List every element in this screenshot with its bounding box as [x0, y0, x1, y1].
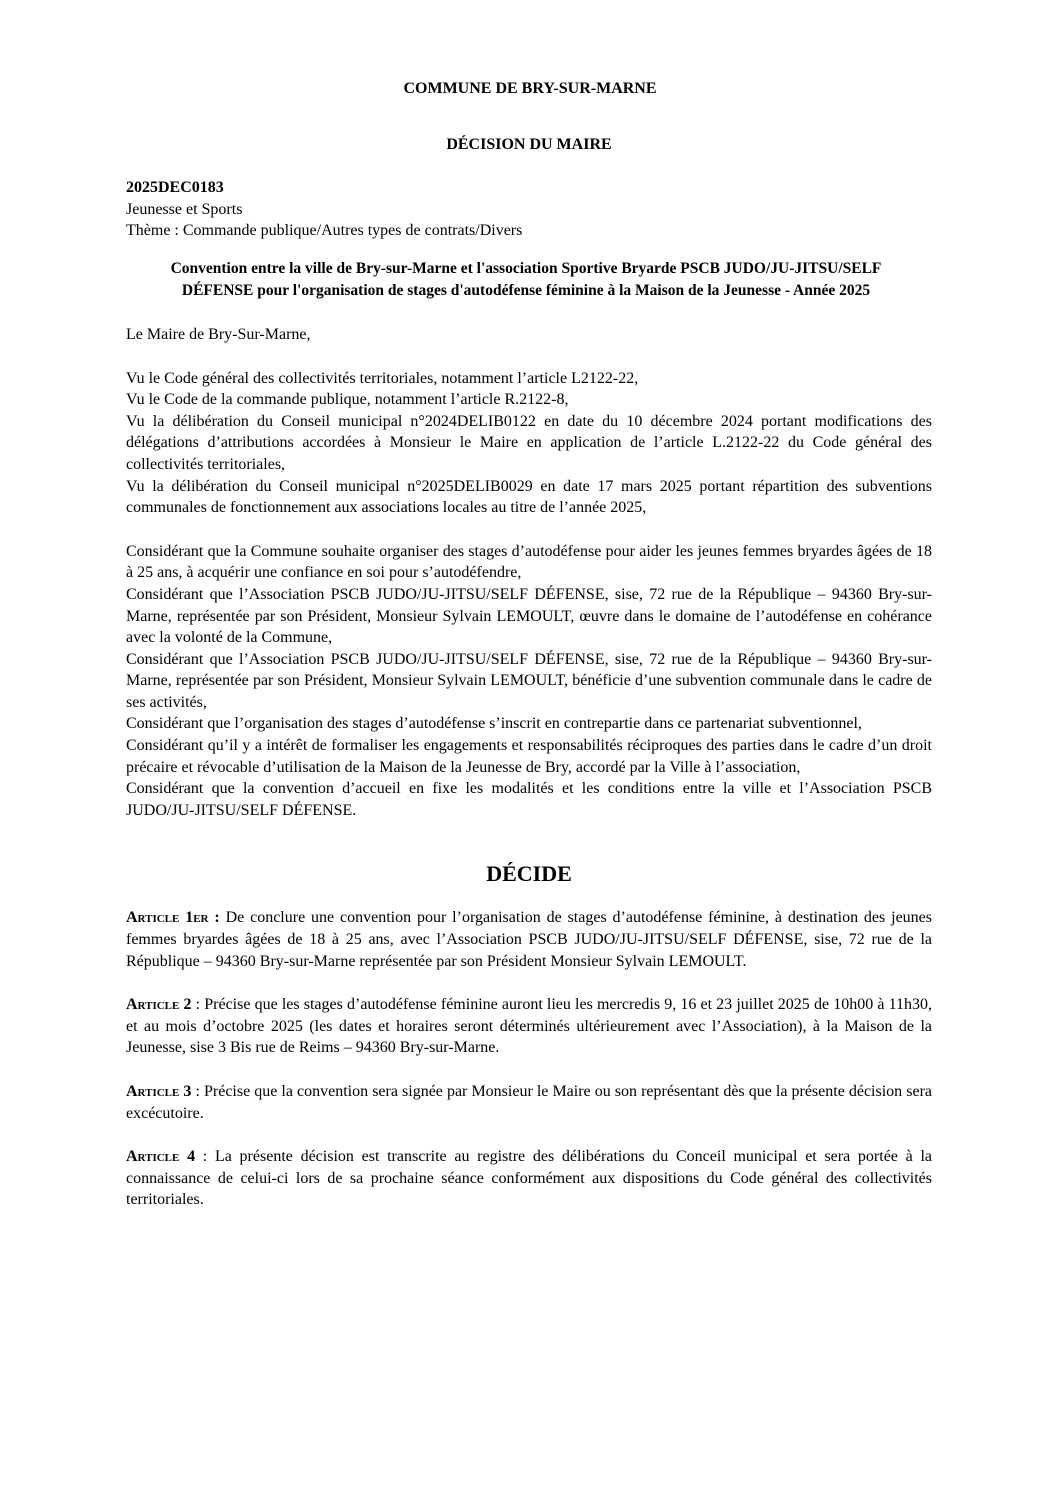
article-text: : Précise que la convention sera signée par Monsieur le Maire ou son représentant dès que la présente décision sera excécutoire. [126, 1083, 932, 1122]
considerant-item: Considérant que l’Association PSCB JUDO/JU-JITSU/SELF DÉFENSE, sise, 72 rue de la République – 94360 Bry-sur-Marne, représentée par son Président, Monsieur Sylvain LEMOULT, œuvre dans le domaine de l’autodéfense en cohérance avec la volonté de la Commune, [126, 585, 932, 647]
article-4 [126, 1146, 932, 1211]
article-3 [126, 1081, 932, 1124]
theme-line: Thème : Commande publique/Autres types de contrats/Divers [126, 222, 523, 240]
considerant-item: Considérant que la convention d’accueil en fixe les modalités et les conditions entre la ville et l’Association PSCB JUDO/JU-JITSU/SELF DÉFENSE. [126, 780, 932, 819]
article-label: Article 3 [126, 1083, 192, 1100]
considerant-item: Considérant qu’il y a intérêt de formaliser les engagements et responsabilités réciproques des parties dans le cadre d’un droit précaire et révocable d’utilisation de la Maison de la Jeunesse de Bry, accordé par la Ville à l’association, [126, 737, 932, 776]
considerant-item: Considérant que la Commune souhaite organiser des stages d’autodéfense pour aider les jeunes femmes bryardes âgées de 18 à 25 ans, à acquérir une confiance en soi pour s’autodéfendre, [126, 542, 932, 582]
greeting: Le Maire de Bry-Sur-Marne, [126, 325, 311, 343]
service-name: Jeunesse et Sports [126, 200, 243, 218]
article-label: Article 4 [126, 1148, 196, 1166]
vu-section [126, 368, 932, 519]
article-text: : Précise que les stages d’autodéfense féminine auront lieu les mercredis 9, 16 et 23 juillet 2025 de 10h00 à 11h30, et au mois d’octobre 2025 (les dates et horaires seront déterminés ultérieurement avec l’Association), à la Maison de la Jeunesse, sise 3 Bis rue de Reims – 94360 Bry-sur-Marne. [126, 996, 932, 1057]
decision-number: 2025DEC0183 [126, 179, 224, 197]
article-2 [126, 994, 932, 1059]
vu-item: Vu le Code général des collectivités territoriales, notamment l’article L2122-22, [126, 369, 639, 387]
vu-item: Vu le Code de la commande publique, notamment l’article R.2122-8, [126, 391, 569, 409]
commune-title: COMMUNE DE BRY-SUR-MARNE [403, 80, 657, 97]
document-content [126, 78, 932, 1211]
decision-subject: Convention entre la ville de Bry-sur-Marne et l'association Sportive Bryarde PSCB JUDO/JU-JITSU/SELF DÉFENSE pour l'organisation de stages d'autodéfense féminine à la Maison de la Jeunesse - Année 2025 [170, 259, 882, 299]
vu-item: Vu la délibération du Conseil municipal n°2025DELIB0029 en date 17 mars 2025 portant répartition des subventions communales de fonctionnement aux associations locales au titre de l’année 2025, [126, 477, 932, 517]
article-label: Article 2 [126, 996, 192, 1014]
vu-item: Vu la délibération du Conseil municipal n°2024DELIB0122 en date du 10 décembre 2024 portant modifications des délégations d’attributions accordées à Monsieur le Maire en application de l’article L.2122-22 du Code général des collectivités territoriales, [126, 412, 932, 473]
reference-block [126, 177, 932, 242]
considerant-item: Considérant que l’Association PSCB JUDO/JU-JITSU/SELF DÉFENSE, sise, 72 rue de la République – 94360 Bry-sur-Marne, représentée par son Président, Monsieur Sylvain LEMOULT, bénéficie d’une subvention communale dans le cadre de ses activités, [126, 650, 932, 711]
article-label: Article 1er : [126, 909, 220, 927]
decide-heading: DÉCIDE [486, 861, 572, 887]
considerant-item: Considérant que l’organisation des stages d’autodéfense s’inscrit en contrepartie dans ce partenariat subventionnel, [126, 715, 862, 733]
article-1 [126, 907, 932, 972]
article-text: : La présente décision est transcrite au registre des délibérations du Conceil municipal et sera portée à la connaissance de celui-ci lors de sa prochaine séance conformément aux dispositions du Code général des collectivités territoriales. [126, 1148, 932, 1209]
articles-section [126, 907, 932, 1211]
decision-title: DÉCISION DU MAIRE [446, 135, 612, 153]
article-text: De conclure une convention pour l’organisation de stages d’autodéfense féminine, à destination des jeunes femmes bryardes âgées de 18 à 25 ans, avec l’Association PSCB JUDO/JU-JITSU/SELF DÉFENSE, sise, 72 rue de la République – 94360 Bry-sur-Marne représentée par son Président Monsieur Sylvain LEMOULT. [126, 909, 932, 970]
considerant-section [126, 541, 932, 822]
